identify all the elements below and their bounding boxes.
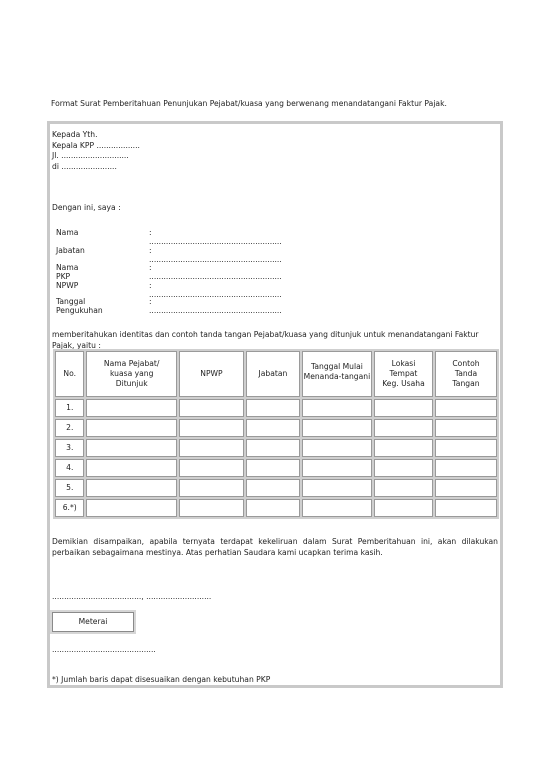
row-number: 6.*) [55, 499, 84, 517]
identity-label: Nama PKP [56, 263, 79, 281]
meterai-label: Meterai [78, 617, 108, 626]
cell-tanda-tangan[interactable] [435, 459, 497, 477]
col-header-contoh-tanda-tangan: Contoh Tanda Tangan [435, 351, 497, 397]
intro-line-2: Pajak, yaitu : [52, 340, 101, 350]
cell-lokasi[interactable] [374, 399, 433, 417]
cell-npwp[interactable] [179, 439, 244, 457]
cell-nama-pejabat[interactable] [86, 479, 176, 497]
cell-lokasi[interactable] [374, 439, 433, 457]
cell-npwp[interactable] [179, 499, 244, 517]
cell-npwp[interactable] [179, 419, 244, 437]
table-header-row [55, 351, 497, 397]
cell-tanggal-mulai[interactable] [302, 499, 372, 517]
cell-npwp[interactable] [179, 399, 244, 417]
identity-label: Tanggal Pengukuhan [56, 297, 103, 315]
row-number: 1. [55, 399, 84, 417]
col-header-tanggal-mulai: Tanggal Mulai Menanda-tangani [302, 351, 372, 397]
cell-jabatan[interactable] [246, 499, 300, 517]
row-number: 3. [55, 439, 84, 457]
table-row [55, 459, 497, 477]
identity-label: Nama [56, 228, 79, 237]
cell-nama-pejabat[interactable] [86, 439, 176, 457]
cell-nama-pejabat[interactable] [86, 459, 176, 477]
cell-tanda-tangan[interactable] [435, 479, 497, 497]
cell-tanda-tangan[interactable] [435, 439, 497, 457]
table-row [55, 499, 497, 517]
cell-jabatan[interactable] [246, 419, 300, 437]
intro-text [52, 330, 479, 351]
cell-lokasi[interactable] [374, 499, 433, 517]
row-number: 5. [55, 479, 84, 497]
signature-line: ........................................... [52, 645, 156, 654]
meterai-stamp-box [52, 612, 134, 632]
cell-tanda-tangan[interactable] [435, 399, 497, 417]
intro-line-1: memberitahukan identitas dan contoh tanda tangan Pejabat/kuasa yang ditunjuk untuk menandatangani Faktur [52, 330, 479, 339]
col-header-no: No. [55, 351, 84, 397]
row-number: 4. [55, 459, 84, 477]
identity-value: : ....................................................... [149, 245, 282, 264]
cell-lokasi[interactable] [374, 459, 433, 477]
document-heading: Format Surat Pemberitahuan Penunjukan Pejabat/kuasa yang berwenang menandatangani Faktur Pajak. [51, 99, 447, 108]
col-header-jabatan: Jabatan [246, 351, 300, 397]
col-header-npwp: NPWP [179, 351, 244, 397]
cell-tanda-tangan[interactable] [435, 499, 497, 517]
cell-tanggal-mulai[interactable] [302, 479, 372, 497]
footnote: *) Jumlah baris dapat disesuaikan dengan kebutuhan PKP [52, 675, 271, 684]
cell-jabatan[interactable] [246, 439, 300, 457]
address-street: Jl. ............................ [52, 151, 129, 160]
cell-npwp[interactable] [179, 479, 244, 497]
cell-lokasi[interactable] [374, 419, 433, 437]
col-header-nama-pejabat: Nama Pejabat/ kuasa yang Ditunjuk [86, 351, 176, 397]
table-row [55, 419, 497, 437]
table-row [55, 439, 497, 457]
closing-paragraph: Demikian disampaikan, apabila ternyata terdapat kekeliruan dalam Surat Pemberitahuan ini, akan dilakukan perbaikan sebagaimana mestinya. Atas perhatian Saudara kami ucapkan terima kasih. [52, 537, 498, 557]
cell-jabatan[interactable] [246, 479, 300, 497]
identity-value: : ....................................................... [149, 263, 282, 281]
identity-value: : ....................................................... [149, 297, 282, 315]
cell-nama-pejabat[interactable] [86, 499, 176, 517]
address-city: di ....................... [52, 161, 117, 171]
cell-tanggal-mulai[interactable] [302, 399, 372, 417]
identity-value: : ....................................................... [149, 228, 282, 246]
identity-value: : ....................................................... [149, 280, 282, 299]
cell-tanggal-mulai[interactable] [302, 459, 372, 477]
cell-tanggal-mulai[interactable] [302, 419, 372, 437]
row-number: 2. [55, 419, 84, 437]
col-header-lokasi: Lokasi Tempat Keg. Usaha [374, 351, 433, 397]
table-row [55, 399, 497, 417]
identity-label: NPWP [56, 280, 79, 290]
cell-jabatan[interactable] [246, 399, 300, 417]
cell-nama-pejabat[interactable] [86, 399, 176, 417]
cell-nama-pejabat[interactable] [86, 419, 176, 437]
opening-statement: Dengan ini, saya : [52, 203, 121, 212]
table-row [55, 479, 497, 497]
cell-jabatan[interactable] [246, 459, 300, 477]
cell-tanggal-mulai[interactable] [302, 439, 372, 457]
cell-tanda-tangan[interactable] [435, 419, 497, 437]
cell-npwp[interactable] [179, 459, 244, 477]
address-recipient: Kepada Yth. [52, 130, 98, 139]
address-kpp: Kepala KPP .................. [52, 140, 140, 150]
appointee-table [53, 349, 499, 519]
place-date-line: ....................................., ........................... [52, 592, 212, 601]
identity-label: Jabatan [56, 245, 85, 255]
cell-lokasi[interactable] [374, 479, 433, 497]
